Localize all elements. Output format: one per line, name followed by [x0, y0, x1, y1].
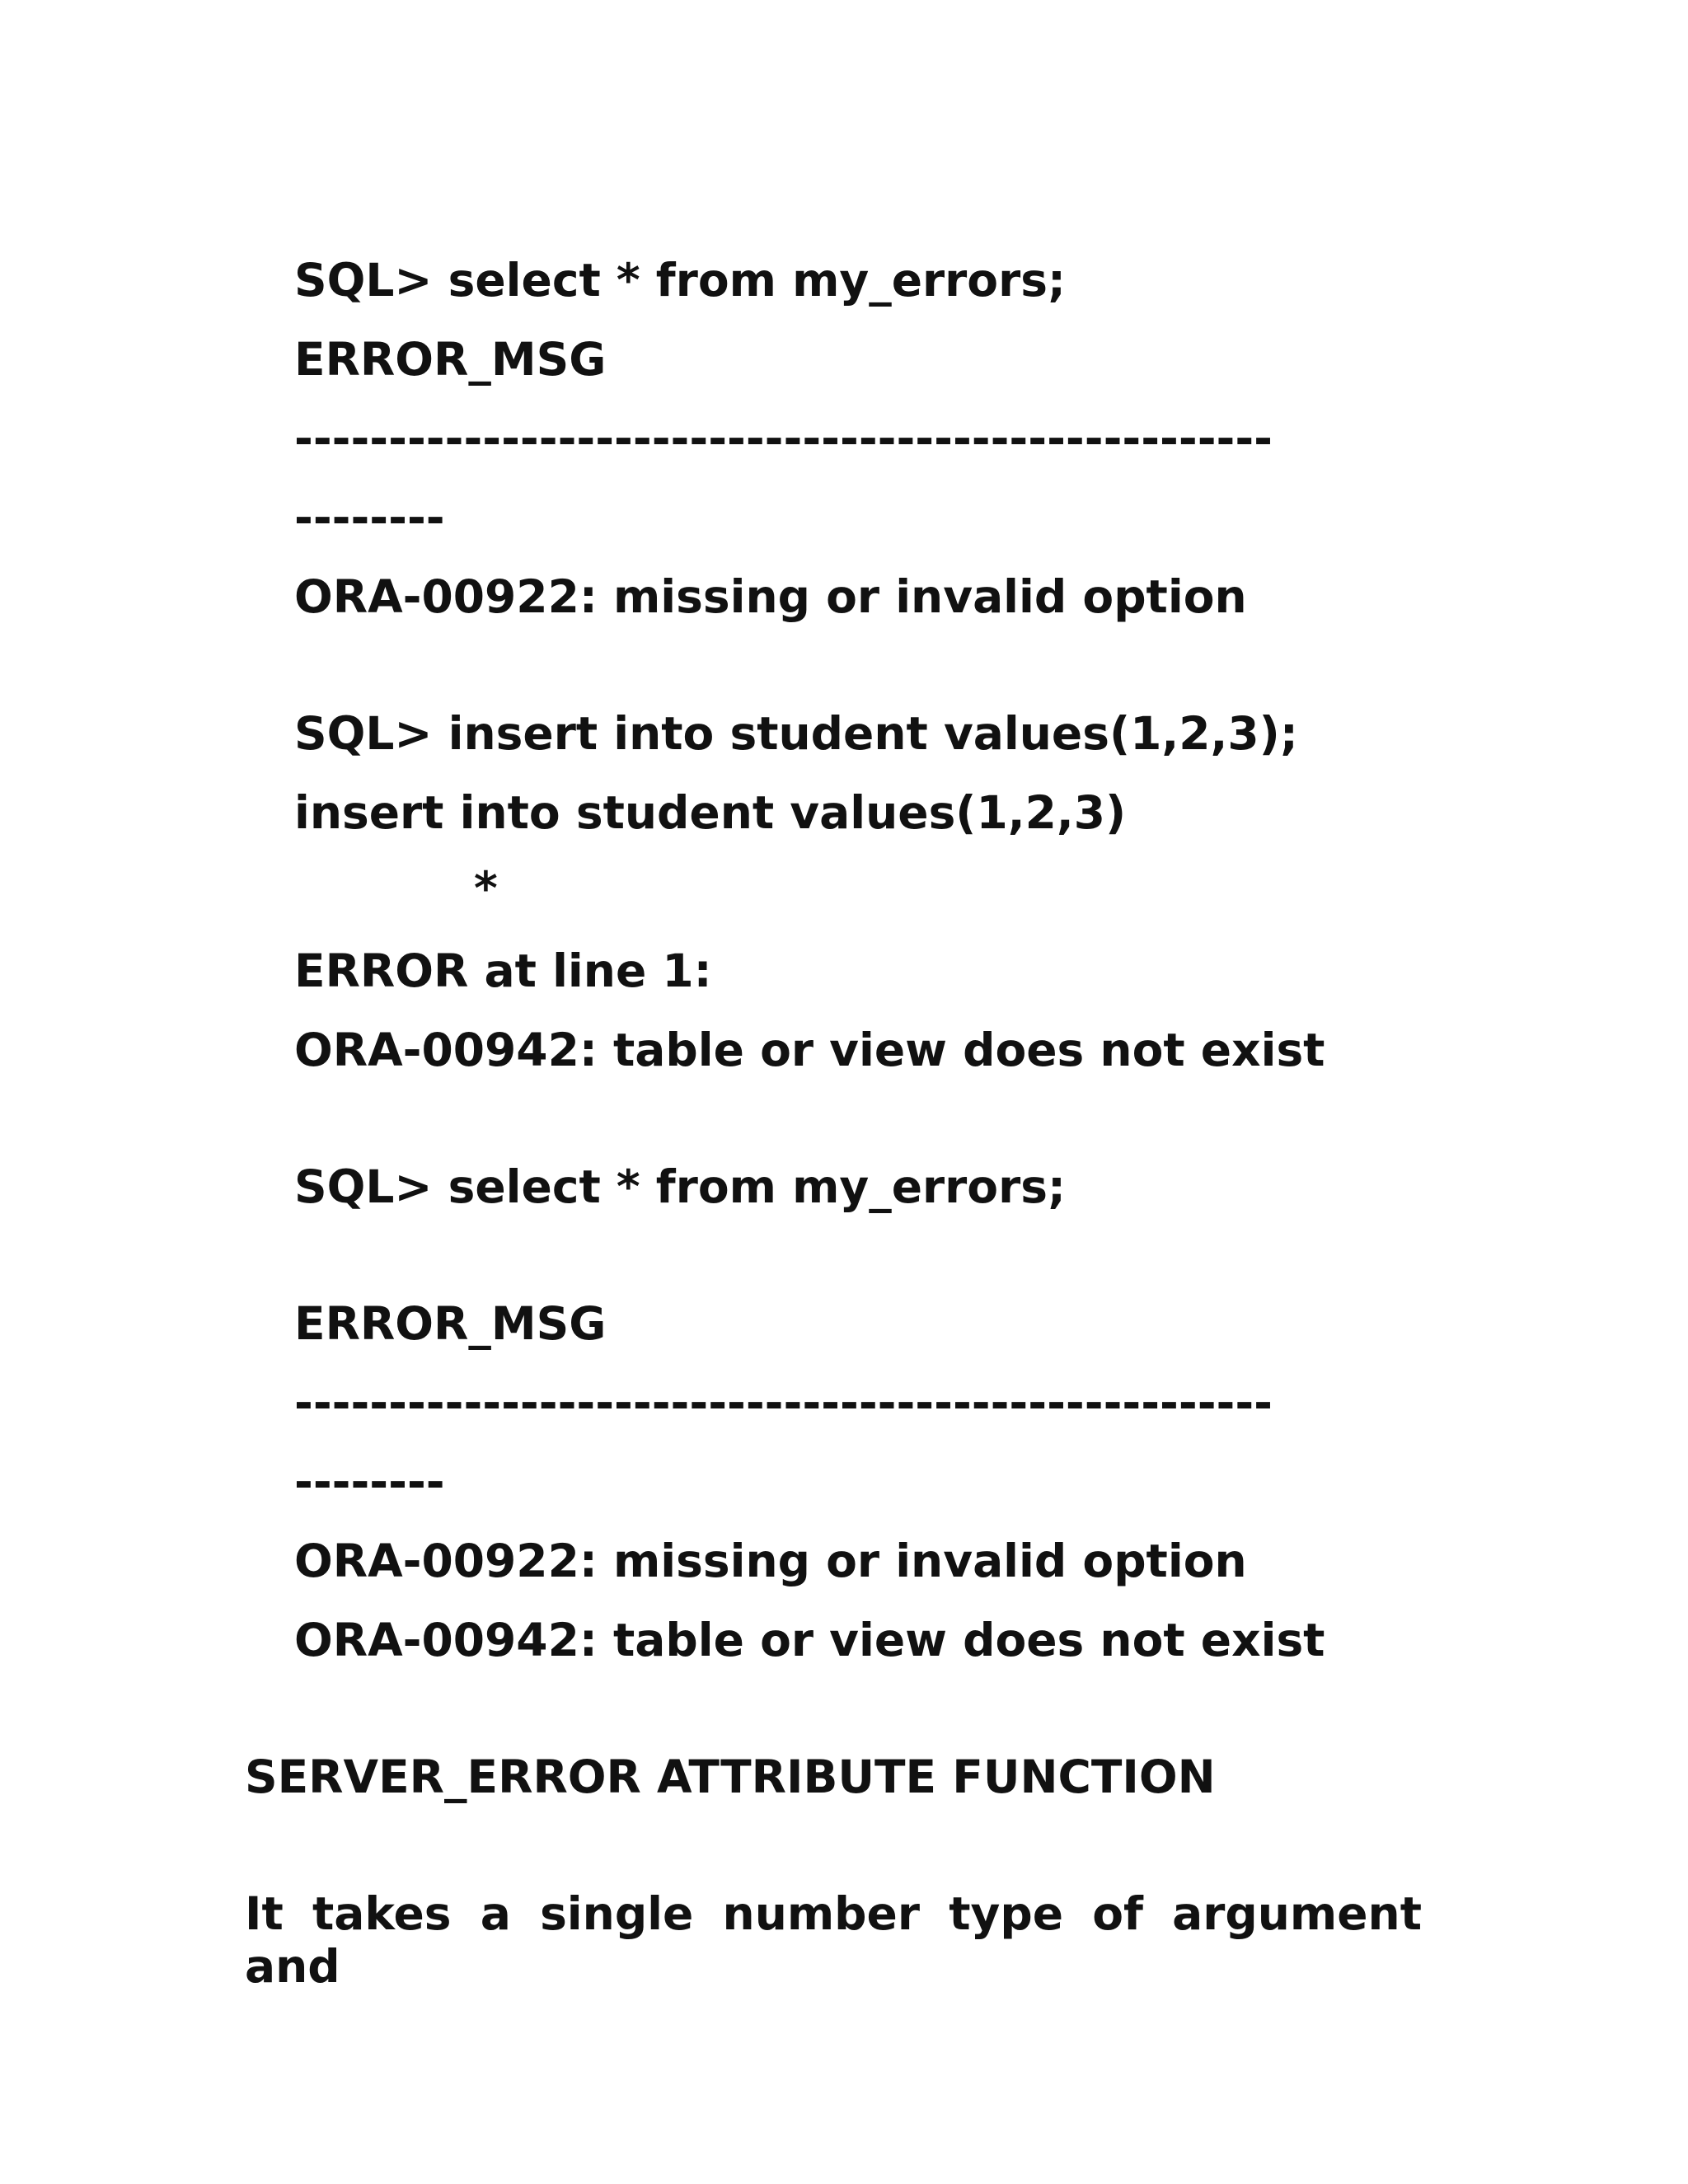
section-heading: SERVER_ERROR ATTRIBUTE FUNCTION	[245, 1750, 1216, 1803]
sql-select-query: SQL> select * from my_errors;	[294, 1160, 1066, 1213]
sql-select-query: SQL> select * from my_errors;	[294, 254, 1066, 307]
error-position-marker: *	[474, 862, 498, 915]
body-paragraph: It takes a single number type of argument and	[245, 1887, 1422, 1993]
error-msg-row: ORA-00942: table or view does not exist	[294, 1614, 1325, 1666]
column-separator-line-continued: --------	[294, 1455, 445, 1508]
error-msg-row: ORA-00922: missing or invalid option	[294, 1535, 1247, 1587]
error-msg-row: ORA-00922: missing or invalid option	[294, 570, 1247, 623]
sql-insert-echo: insert into student values(1,2,3)	[294, 786, 1127, 839]
column-separator-line: ----------------------------------------------------	[294, 1376, 1273, 1429]
sql-insert-statement: SQL> insert into student values(1,2,3);	[294, 707, 1298, 760]
column-header-error-msg: ERROR_MSG	[294, 1297, 607, 1350]
error-message-text: ORA-00942: table or view does not exist	[294, 1024, 1325, 1076]
column-header-error-msg: ERROR_MSG	[294, 333, 607, 386]
column-separator-line: ----------------------------------------------------	[294, 412, 1273, 465]
column-separator-line-continued: --------	[294, 491, 445, 544]
error-location-text: ERROR at line 1:	[294, 944, 712, 997]
